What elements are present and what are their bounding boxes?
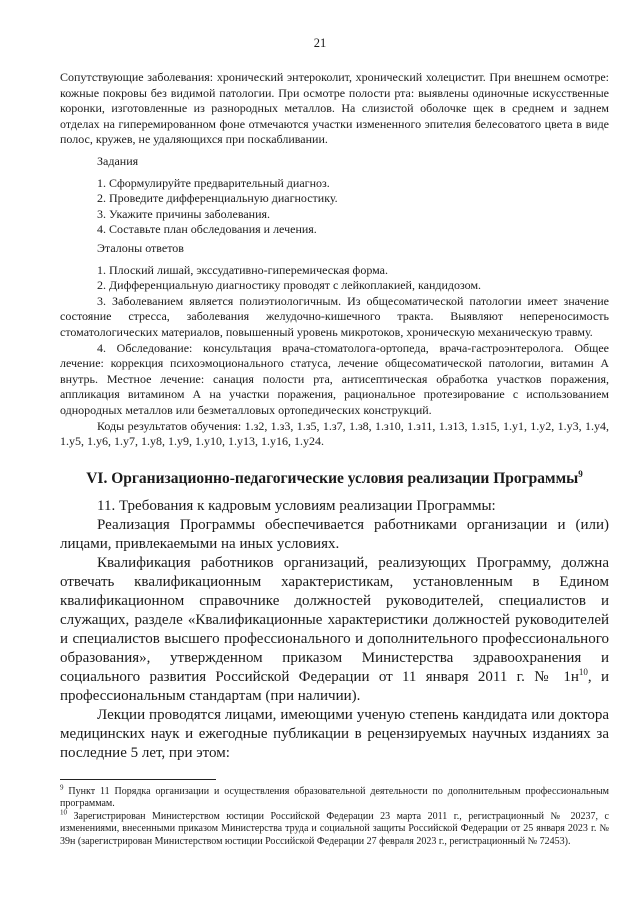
paragraph-qualification-text: Квалификация работников организаций, реализующих Программу, должна отвечать квалификационным характеристикам, установленным в Едином квалификационном справочнике должностей руководителей, специалистов и служащих, разделе «Квалификационные характеристики должностей руководителей и специалистов высшего профессионального и дополнительного профессионального образования», утвержденном приказом Министерства здравоохранения и социального развития Российской Федерации от 11 января 2011 г. № 1н <box>60 555 609 685</box>
task-item: 3. Укажите причины заболевания. <box>97 206 271 221</box>
learning-result-codes: Коды результатов обучения: 1.з2, 1.з3, 1.з5, 1.з7, 1.з8, 1.з10, 1.з11, 1.з13, 1.з15, 1.у1, 1.у2, 1.у3, 1.у4, 1.у5, 1.у6, 1.у7, 1.у8, 1.у9, 1.у10, 1.у13, 1.у16, 1.у24. <box>60 418 609 449</box>
section-heading <box>60 470 609 488</box>
task-item: 1. Сформулируйте предварительный диагноз. <box>97 175 330 190</box>
paragraph-qualification <box>60 554 609 706</box>
footnote-ref-9: 9 <box>578 468 583 479</box>
answers-block <box>60 241 609 450</box>
page-number: 21 <box>313 36 327 50</box>
task-item: 4. Составьте план обследования и лечения. <box>97 222 317 237</box>
case-description <box>60 70 609 148</box>
paragraph-qualification-end: , и профессиональным стандартам (при наличии). <box>60 669 610 704</box>
answers-title: Эталоны ответов <box>97 241 184 255</box>
footnote-10-number: 10 <box>60 808 67 817</box>
staff-requirements-title: 11. Требования к кадровым условиям реализации Программы: <box>97 498 496 514</box>
task-item: 2. Проведите дифференциальную диагностику. <box>97 191 338 206</box>
footnote-9-number: 9 <box>60 783 64 792</box>
case-text: Сопутствующие заболевания: хронический энтероколит, хронический холецистит. При внешнем осмотре: кожные покровы без видимой патологии. При осмотре полости рта: выявлены одиночные искусственные коронки, изготовленные из разнородных металлов. На слизистой оболочке щек в среднем и заднем отделах на гиперемированном фоне отмечаются участки измененного эпителия белесоватого цвета в виде полос, кружев, не удаляющихся при поскабливании. <box>60 70 609 147</box>
section-body <box>60 497 609 763</box>
answer-item: 1. Плоский лишай, экссудативно-гиперемическая форма. <box>97 262 388 277</box>
paragraph-implementation: Реализация Программы обеспечивается работниками организации и (или) лицами, привлекаемыми на иных условиях. <box>60 517 609 552</box>
footnote-10-text: Зарегистрирован Министерством юстиции Российской Федерации 23 марта 2011 г., регистрационный № 20237, с изменениями, внесенными приказом Министерства труда и социальной защиты Российской Федерации от 25 января 2023 г. № 39н (зарегистрирован Министерством юстиции Российской Федерации 27 февраля 2023 г., регистрационный № 72453). <box>60 810 609 847</box>
answer-item: 4. Обследование: консультация врача-стоматолога-ортопеда, врача-гастроэнтеролога. Общее лечение: коррекция психоэмоционального статуса, лечение общесоматической патологии, витамин А внутрь. Местное лечение: санация полости рта, антисептическая обработка участков поражения, аппликация витамином А на участки поражения, рациональное протезирование с использованием однородных металлов или безметалловых ортопедических конструкций. <box>60 340 609 417</box>
footnote-divider <box>60 779 216 780</box>
footnote-9-text: Пункт 11 Порядка организации и осуществления образовательной деятельности по дополнительным профессиональным программам. <box>60 786 610 810</box>
paragraph-lectures: Лекции проводятся лицами, имеющими ученую степень кандидата или доктора медицинских наук и ежегодные публикации в рецензируемых научных изданиях за последние 5 лет, при этом: <box>60 707 609 761</box>
section-heading-text: VI. Организационно-педагогические условия реализации Программы <box>86 470 579 487</box>
answer-item: 3. Заболеванием является полиэтиологичным. Из общесоматической патологии имеет значение состояние стресса, заболевания желудочно-кишечного тракта. Выявляют непереносимость стоматологических материалов, повышенный уровень микротоков, хроническую механическую травму. <box>60 293 609 339</box>
footnote-ref-10: 10 <box>578 667 588 677</box>
footnote-10 <box>60 808 609 848</box>
answer-item: 2. Дифференциальную диагностику проводят с лейкоплакией, кандидозом. <box>97 278 482 293</box>
tasks-title: Задания <box>97 154 139 168</box>
footnotes <box>60 783 610 848</box>
footnote-9 <box>60 783 610 811</box>
tasks-block <box>60 154 609 238</box>
